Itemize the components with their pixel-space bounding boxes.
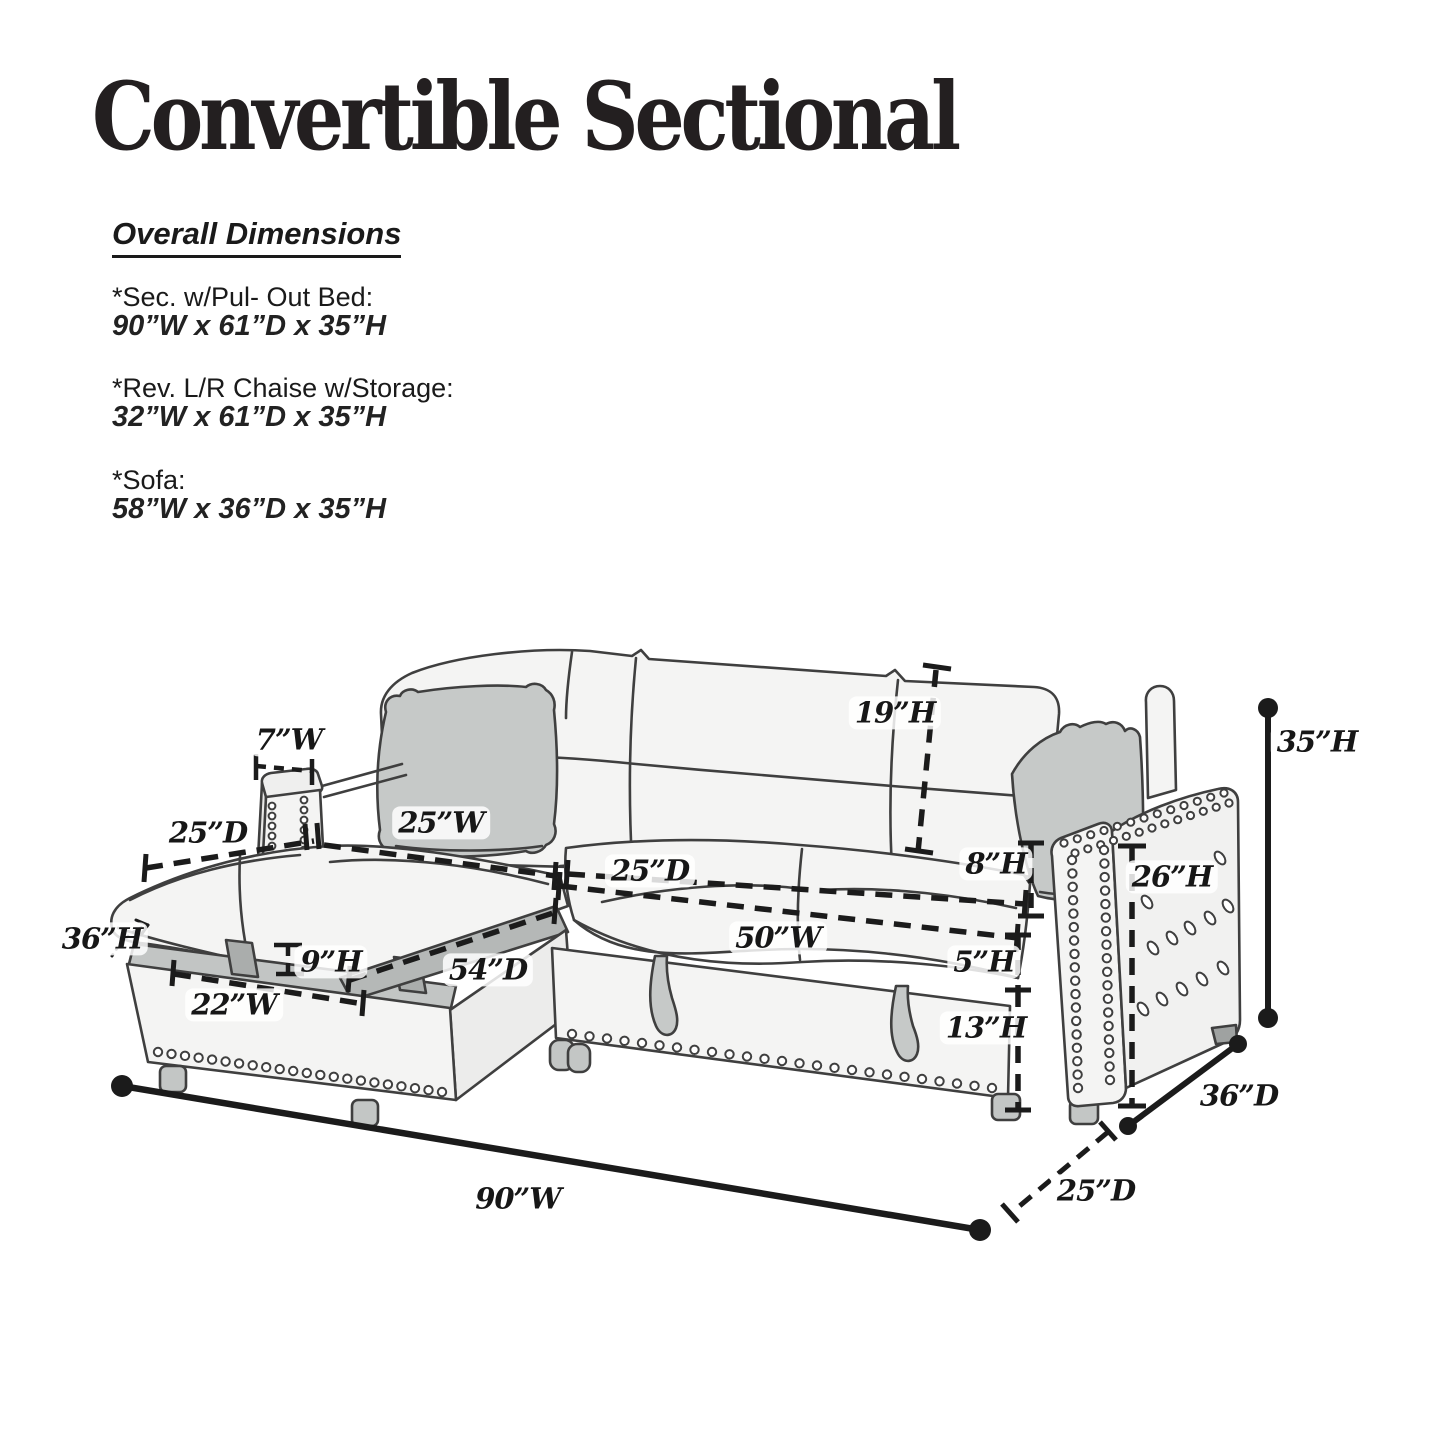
dim-label-bed-frame-height: 13”H [940,1011,1032,1044]
spec-label-sofa: *Sofa: [112,465,186,495]
dim-label-seat-lip-height: 5”H [947,945,1020,978]
spec-label-chaise: *Rev. L/R Chaise w/Storage: [112,373,454,403]
dim-label-chaise-seat-width: 25”W [392,806,490,839]
specs-heading: Overall Dimensions [112,216,401,258]
dim-label-overall-width: 90”W [469,1182,567,1215]
dim-label-chaise-depth: 54”D [443,953,533,986]
dim-label-sofa-seat-depth: 25”D [605,854,695,887]
spec-value-sectional: 90”W x 61”D x 35”H [112,310,387,342]
dim-label-storage-interior-height: 9”H [294,945,367,978]
dim-label-chaise-base-depth: 25”D [1051,1174,1141,1207]
spec-value-chaise: 32”W x 61”D x 35”H [112,401,387,433]
page-title: Convertible Sectional [92,62,957,172]
dim-label-seat-height: 36”H [56,922,148,955]
dim-label-arm-panel-height: 26”H [1126,860,1218,893]
dim-label-arm-top-width: 7”W [250,723,328,756]
dim-label-seat-cushion-height: 8”H [959,847,1032,880]
dim-label-backrest-height: 19”H [849,696,941,729]
spec-label-sectional: *Sec. w/Pul- Out Bed: [112,282,374,312]
dim-label-overall-height: 35”H [1271,725,1363,758]
dim-label-pullout-bed-width: 50”W [729,921,827,954]
spec-value-sofa: 58”W x 36”D x 35”H [112,493,387,525]
dim-label-chaise-seat-depth: 25”D [163,816,253,849]
dim-label-storage-width: 22”W [185,988,283,1021]
dim-label-overall-depth: 36”D [1194,1079,1284,1112]
